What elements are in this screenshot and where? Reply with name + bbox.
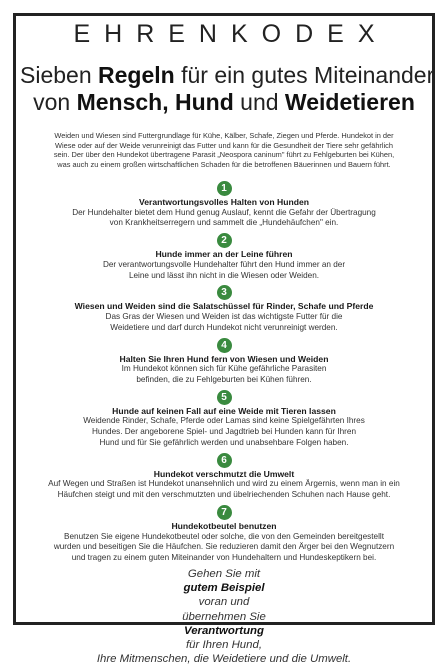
rule-title: Hunde immer an der Leine führen [155,249,293,260]
rule-text [22,532,426,564]
headline-line-1 [20,62,435,89]
rule-text-line: wurden und beseitigen Sie die Häufchen. Sie reduzieren damit den Ärger bei den Wegnutzern [53,542,395,552]
closing-text: Gehen Sie mit [187,568,261,580]
rule-number-badge: 5 [217,390,232,405]
rule-text-line: Im Hundekot können sich für Kühe gefährliche Parasiten [121,364,327,374]
rule-text-line: von Krankheitserregern und sammelt die „Hundehäufchen" ein. [109,218,339,228]
headline-text: von [33,89,77,115]
closing-line-2 [20,610,428,653]
kodex-title: EHRENKODEX [73,20,389,48]
rule-number-badge: 4 [217,338,232,353]
closing-statement [20,567,428,666]
rule-3 [22,285,426,333]
rule-text-line: Benutzen Sie eigene Hundekotbeutel oder solche, die von den Gemeinden bereitgestellt [64,531,384,541]
intro-line: Weiden und Wiesen sind Futtergrundlage für Kühe, Kälber, Schafe, Ziegen und Pferde. Hundekot in der [54,131,394,140]
intro-paragraph [30,131,418,169]
rule-text-line: Hund und für Sie gefährlich werden und unabsehbare Folgen haben. [99,437,349,447]
rule-7 [22,505,426,564]
rule-text-line: und tragen zu einem guten Miteinander von Hundehaltern und Hundeskeptikern bei. [71,553,377,563]
closing-text: übernehmen Sie [182,610,266,623]
rule-title: Halten Sie Ihren Hund fern von Wiesen und Weiden [119,353,329,364]
headline-text: und [233,89,285,115]
closing-text: voran und [198,596,250,609]
rule-title: Verantwortungsvolles Halten von Hunden [139,197,309,207]
rule-title: Wiesen und Weiden sind die Salatschüssel für Rinder, Schafe und Pferde [74,301,374,312]
rule-title: Hundekot verschmutzt die Umwelt [153,468,295,479]
rule-title: Hunde auf keinen Fall auf eine Weide mit Tieren lassen [112,405,336,416]
rule-text [22,312,426,334]
closing-bold: gutem Beispiel [183,582,265,595]
rule-text-line: Häufchen steigt und mit den verschmutzten und übelriechenden Schuhen nach Hause geht. [57,490,391,500]
rule-text-line: Das Gras der Wiesen und Weiden ist das wichtigste Futter für die [105,311,343,321]
intro-line: sein. Der über den Hundekot übertragene Parasit „Neospora caninum" führt zu Fehlgeburten bei Kühen, [53,150,395,160]
rule-text [22,208,426,230]
intro-line: Wiese oder auf der Weide verunreinigt das Futter und kann für die Gesundheit der Tiere sehr gefährlich [55,140,393,150]
rule-1 [22,181,426,229]
main-headline [20,62,435,116]
rule-2 [22,233,426,281]
headline-text: Sieben [20,62,99,88]
rule-text-line: Weidende Rinder, Schafe, Pferde oder Lamas sind keine Spielgefährten Ihres [83,416,365,426]
headline-line-2 [20,89,428,116]
rule-text-line: Auf Wegen und Straßen ist Hundekot unansehnlich und wird zu einem Ärgernis, wenn man in ein [48,479,400,489]
rule-text-line: Weidetiere und darf durch Hundekot nicht verunreinigt werden. [110,322,338,332]
rule-text-line: Hundes. Der angeborene Spiel- und Jagdtrieb bei Hunden kann für Ihren [92,427,356,437]
rule-text-line: Der Hundehalter bietet dem Hund genug Auslauf, kennt die Gefahr der Übertragung [72,207,376,217]
closing-text: für Ihren Hund, [186,639,262,652]
rule-number-badge: 7 [217,505,232,520]
rules-list [22,181,426,568]
rule-5 [22,390,426,449]
headline-bold: Weidetieren [284,89,415,115]
rule-text-line: Leine und lässt ihn nicht in die Wiesen oder Weiden. [128,270,320,280]
rule-title: Hundekotbeutel benutzen [171,520,277,531]
rule-text-line: Der verantwortungsvolle Hundehalter führt den Hund immer an der [102,259,346,269]
closing-line-1 [20,567,428,610]
closing-line-3: Ihre Mitmenschen, die Weidetiere und die Umwelt. [96,653,352,666]
rule-text [22,479,426,501]
rule-text [22,260,426,282]
rule-6 [22,453,426,501]
rule-number-badge: 2 [217,233,232,248]
rule-number-badge: 1 [217,181,232,196]
rule-text [22,416,426,448]
headline-bold: Regeln [98,62,175,88]
closing-bold: Verantwortung [184,624,264,637]
intro-line: was auch zu einem großen wirtschaftlichen Schaden für die betroffenen Bäuerinnen und Bauern führt. [57,159,391,169]
rule-number-badge: 6 [217,453,232,468]
headline-text: für ein gutes Miteinander [174,62,435,88]
headline-bold: Mensch, Hund [76,89,234,115]
rule-4 [22,338,426,386]
rule-text-line: befinden, die zu Fehlgeburten bei Kühen führen. [136,374,312,384]
rule-number-badge: 3 [217,285,232,300]
rule-text [22,364,426,386]
